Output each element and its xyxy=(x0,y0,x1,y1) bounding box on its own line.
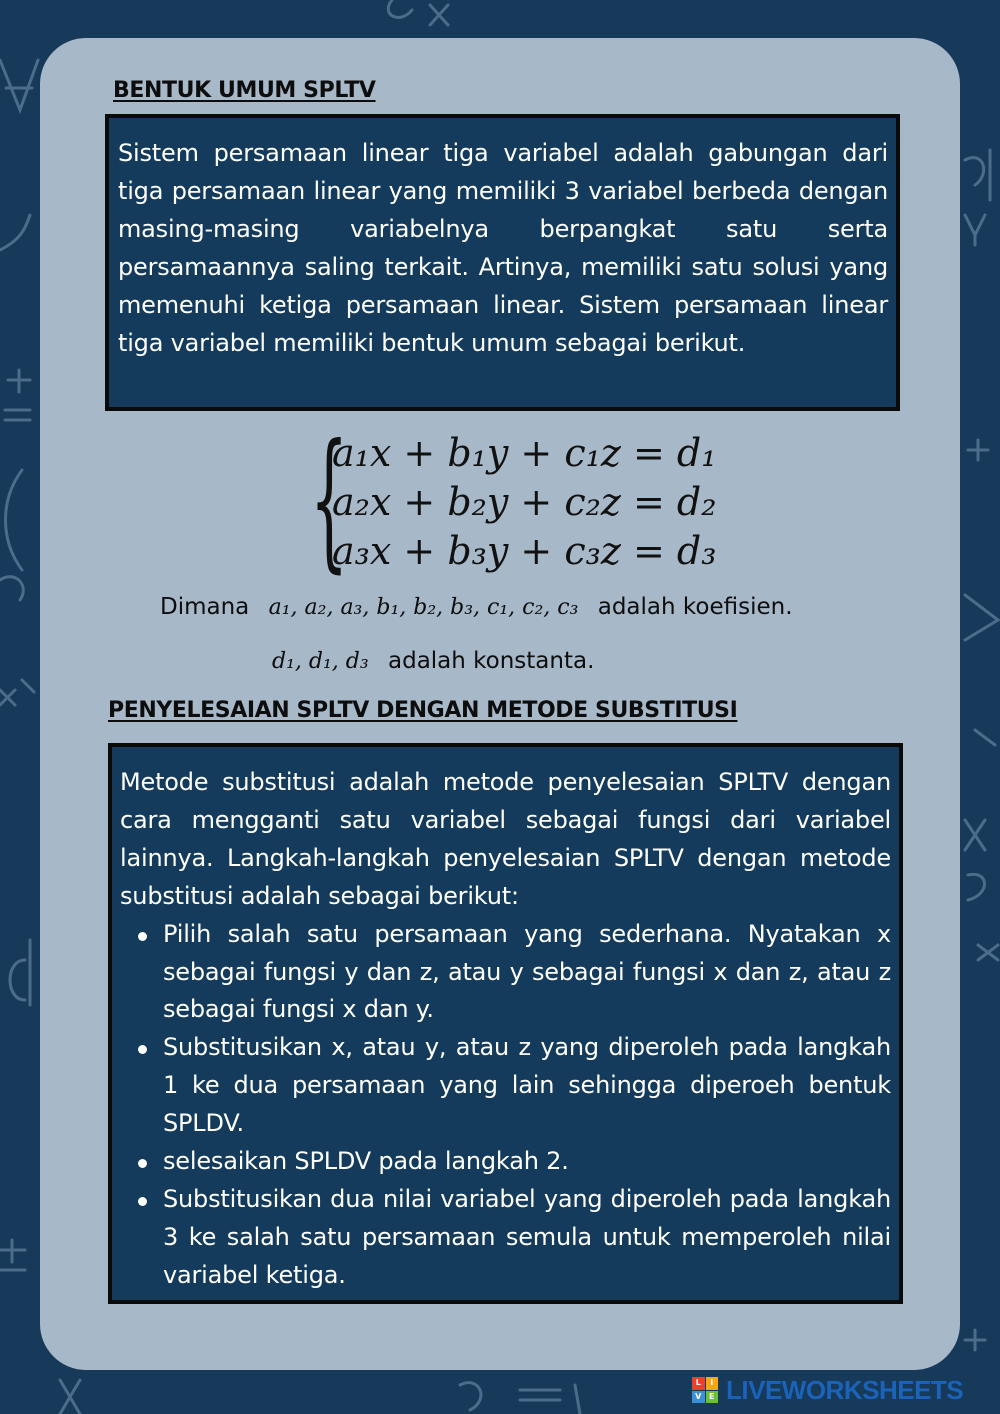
liveworksheets-logo-icon: L I V E xyxy=(692,1377,718,1403)
bullet-icon xyxy=(138,1197,147,1206)
bullet-icon xyxy=(138,1045,147,1054)
equation-line-1: a₁x + b₁y + c₁z = d₁ xyxy=(332,431,717,475)
step-text: Substitusikan x, atau y, atau z yang diperoleh pada langkah 1 ke dua persamaan yang lain sehingga diperoeh bentuk SPLDV. xyxy=(163,1033,891,1138)
constant-symbols: d₁, d₁, d₃ xyxy=(272,649,369,674)
watermark-text: LIVEWORKSHEETS xyxy=(726,1374,964,1405)
section-heading-substitution: PENYELESAIAN SPLTV DENGAN METODE SUBSTITUSI xyxy=(108,698,738,723)
equation-brace: { xyxy=(310,413,349,587)
step-text: selesaikan SPLDV pada langkah 2. xyxy=(163,1147,569,1176)
equation-line-3: a₃x + b₃y + c₃z = d₃ xyxy=(332,529,717,573)
definition-box xyxy=(105,114,900,411)
coefficient-note xyxy=(160,594,793,620)
list-item xyxy=(120,1143,891,1181)
list-item xyxy=(120,1181,891,1295)
coefficient-note-suffix: adalah koefisien. xyxy=(597,594,793,620)
definition-paragraph: Sistem persamaan linear tiga variabel adalah gabungan dari tiga persamaan linear yang memiliki 3 variabel berbeda dengan masing-masing variabelnya berpangkat satu serta persamaannya saling terkait. Artinya, memiliki satu solusi yang memenuhi ketiga persamaan linear. Sistem persamaan linear tiga variabel memiliki bentuk umum sebagai berikut. xyxy=(118,139,888,357)
constant-note-suffix: adalah konstanta. xyxy=(388,648,595,674)
substitution-box xyxy=(108,743,903,1304)
equation-line-2: a₂x + b₂y + c₂z = d₂ xyxy=(332,480,717,524)
step-text: Substitusikan dua nilai variabel yang diperoleh pada langkah 3 ke salah satu persamaan semula untuk memperoleh nilai variabel ketiga. xyxy=(163,1184,891,1289)
bullet-icon xyxy=(138,1159,147,1168)
steps-list xyxy=(120,916,891,1295)
step-text: Pilih salah satu persamaan yang sederhana. Nyatakan x sebagai fungsi y dan z, atau y sebagai fungsi x dan z, atau z sebagai fungsi x dan y. xyxy=(163,919,891,1024)
coefficient-symbols: a₁, a₂, a₃, b₁, b₂, b₃, c₁, c₂, c₃ xyxy=(268,595,579,620)
section-heading-general-form: BENTUK UMUM SPLTV xyxy=(113,78,376,103)
list-item xyxy=(120,1029,891,1143)
liveworksheets-watermark xyxy=(692,1374,963,1406)
bullet-icon xyxy=(138,932,147,941)
constant-note xyxy=(272,648,594,674)
substitution-intro: Metode substitusi adalah metode penyelesaian SPLTV dengan cara mengganti satu variabel sebagai fungsi dari variabel lainnya. Langkah-langkah penyelesaian SPLTV dengan metode substitusi adalah sebagai berikut: xyxy=(120,768,891,910)
list-item xyxy=(120,916,891,1030)
coefficient-note-prefix: Dimana xyxy=(160,594,250,620)
